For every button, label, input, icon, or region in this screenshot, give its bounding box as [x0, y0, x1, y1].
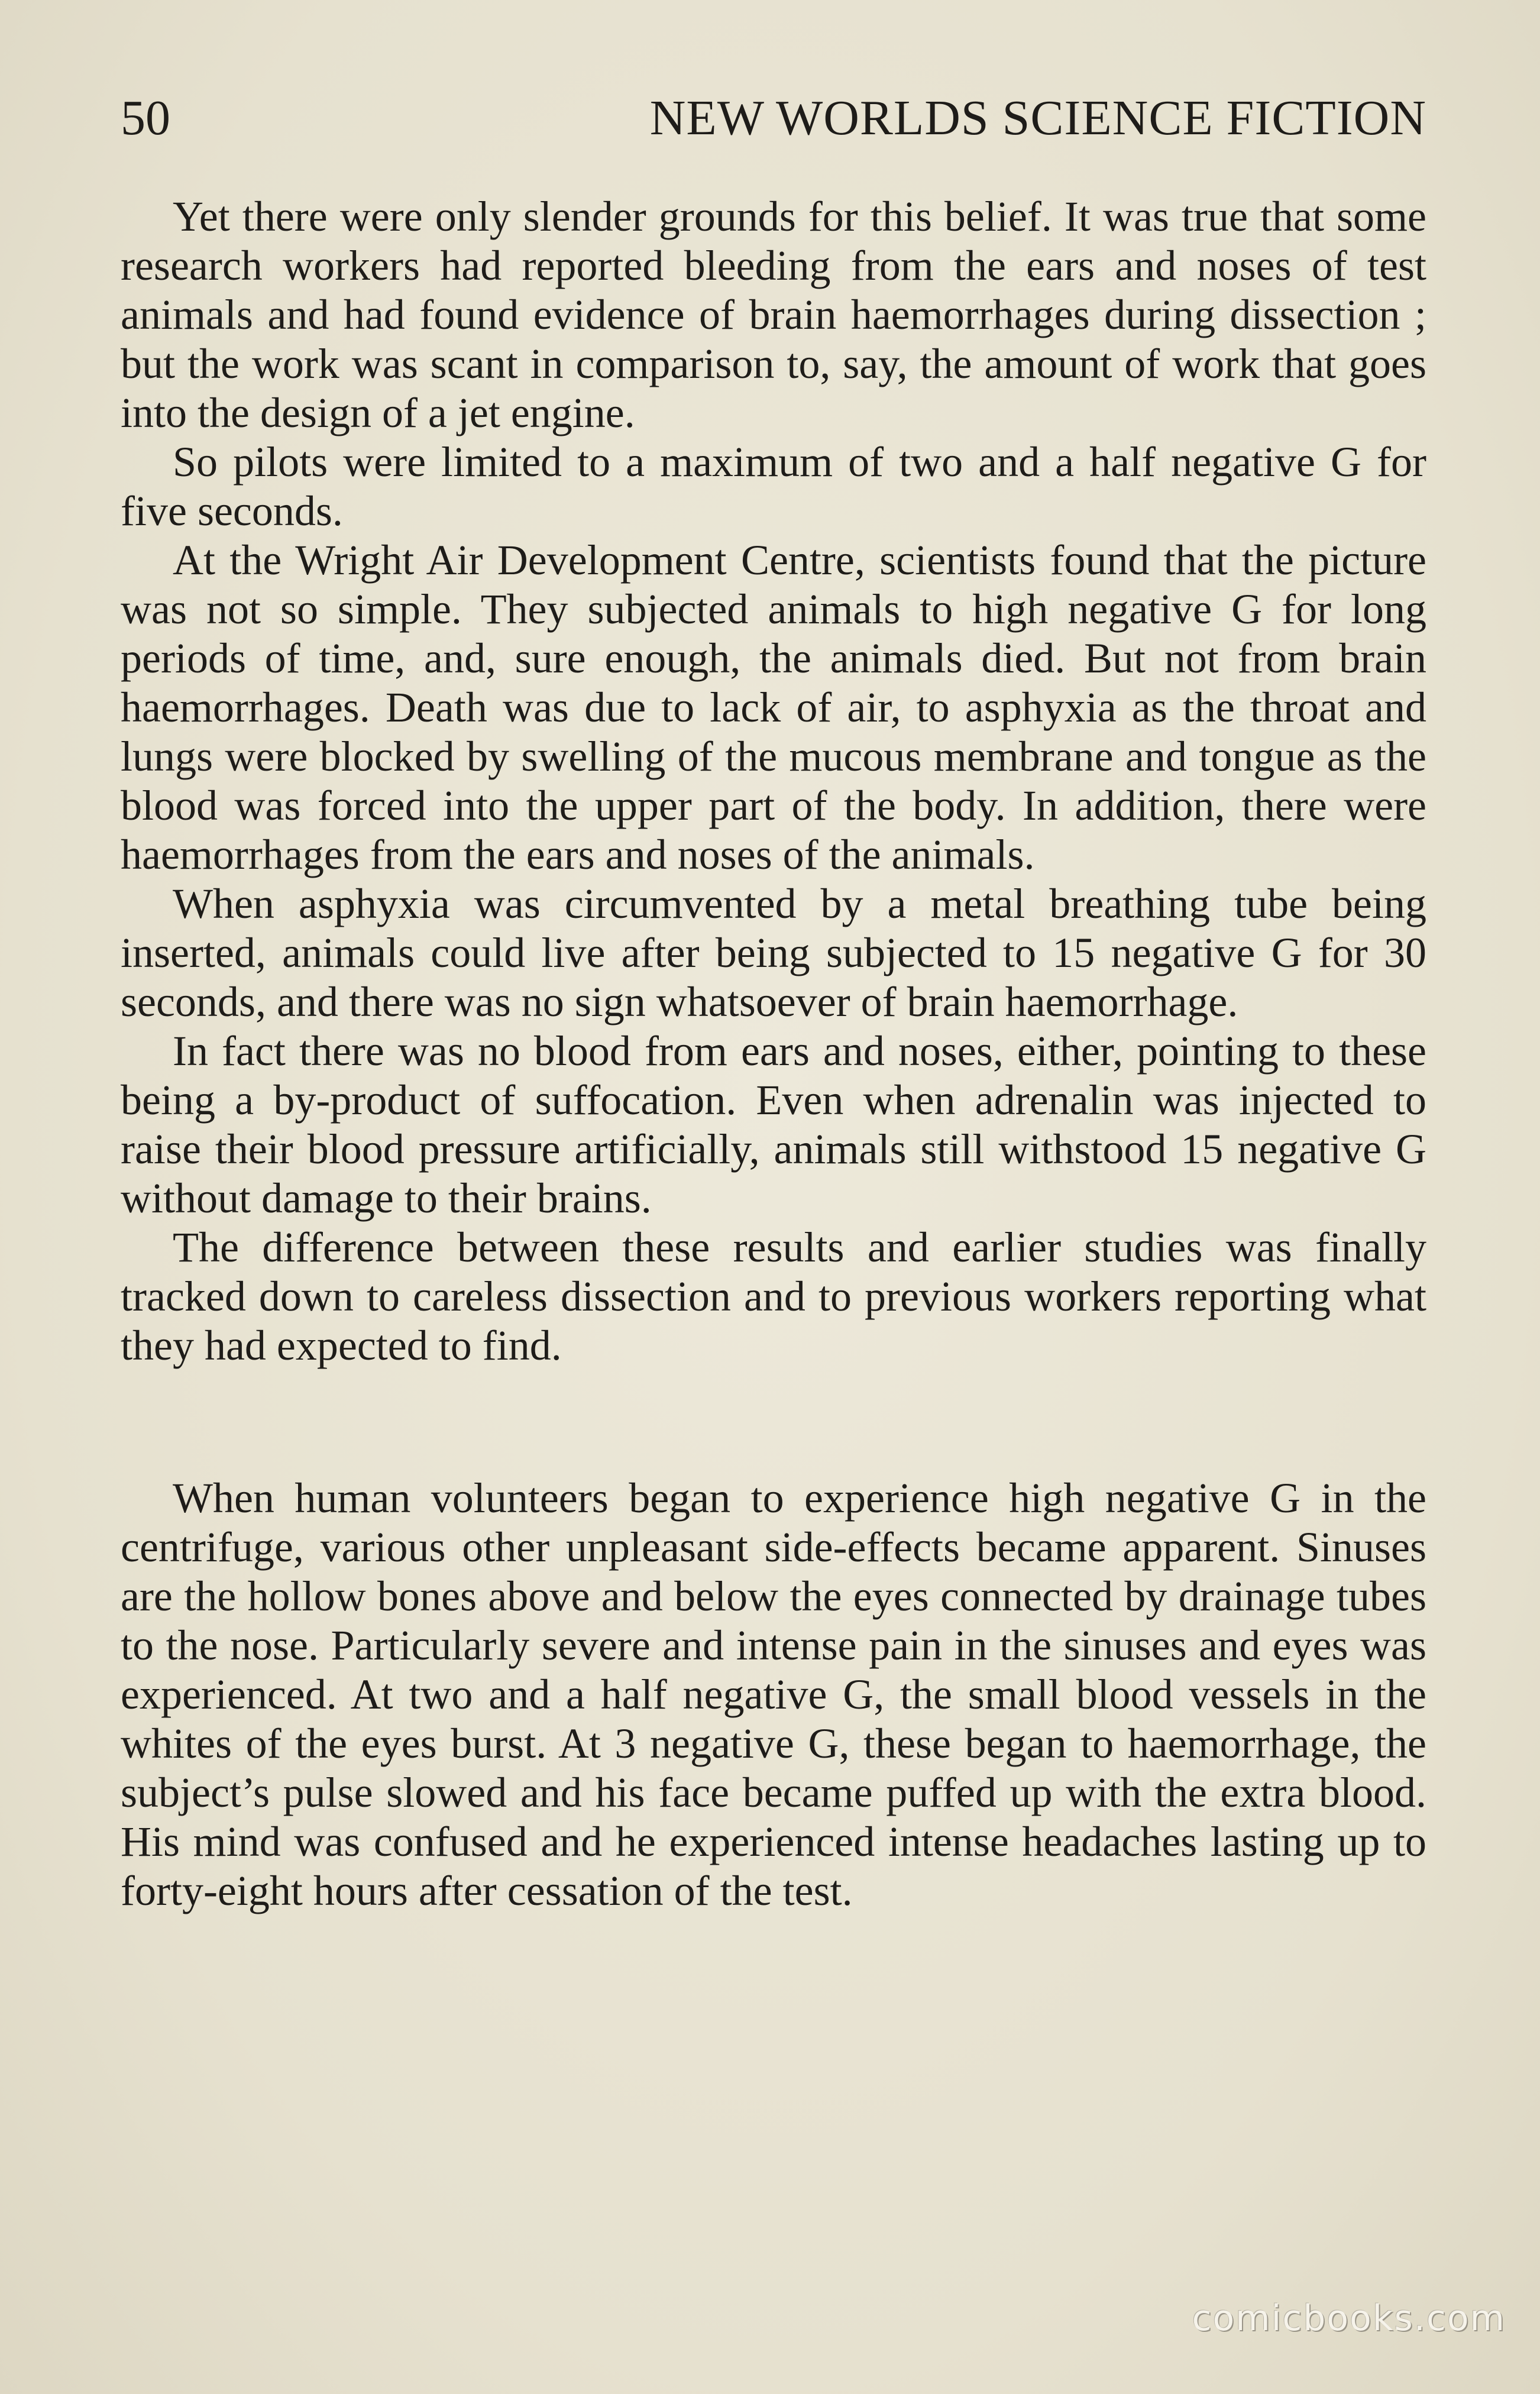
paragraph: So pilots were limited to a maximum of two and a half negative G for five seconds. [121, 438, 1426, 535]
section-break [121, 1370, 1426, 1474]
paragraph: The difference between these results and earlier studies was finally tracked down to careless dissection and to previous workers reporting what they had expected to find. [121, 1224, 1426, 1369]
watermark: comicbooks.com [1192, 2298, 1506, 2339]
paragraph: At the Wright Air Development Centre, scientists found that the picture was not so simple. They subjected animals to high negative G for long periods of time, and, sure enough, the animals died. But not from brain haemorrhages. Death was due to lack of air, to asphyxia as the throat and lungs were blocked by swelling of the mucous membrane and tongue as the blood was forced into the upper part of the body. In addition, there were haemorrhages from the ears and noses of the animals. [121, 536, 1426, 878]
article-body [121, 192, 1426, 1916]
page-number: 50 [121, 90, 170, 145]
paragraph: When asphyxia was circumvented by a metal breathing tube being inserted, animals could live after being subjected to 15 negative G for 30 seconds, and there was no sign whatsoever of brain haemorrhage. [121, 880, 1426, 1025]
page-header [121, 89, 1426, 148]
running-head: NEW WORLDS SCIENCE FICTION [649, 90, 1426, 145]
paragraph: In fact there was no blood from ears and noses, either, pointing to these being a by-product of suffocation. Even when adrenalin was injected to raise their blood pressure artificially, animals still withstood 15 negative G without damage to their brains. [121, 1027, 1426, 1222]
paragraph: When human volunteers began to experience high negative G in the centrifuge, various other unpleasant side-effects became apparent. Sinuses are the hollow bones above and below the eyes connected by drainage tubes to the nose. Particularly severe and intense pain in the sinuses and eyes was experienced. At two and a half negative G, the small blood vessels in the whites of the eyes burst. At 3 negative G, these began to haemorrhage, the subject’s pulse slowed and his face became puffed up with the extra blood. His mind was confused and he experienced intense headaches lasting up to forty-eight hours after cessation of the test. [121, 1474, 1426, 1914]
paragraph: Yet there were only slender grounds for this belief. It was true that some research workers had reported bleeding from the ears and noses of test animals and had found evidence of brain haemorrhages during dissection ; but the work was scant in comparison to, say, the amount of work that goes into the design of a jet engine. [121, 193, 1426, 436]
